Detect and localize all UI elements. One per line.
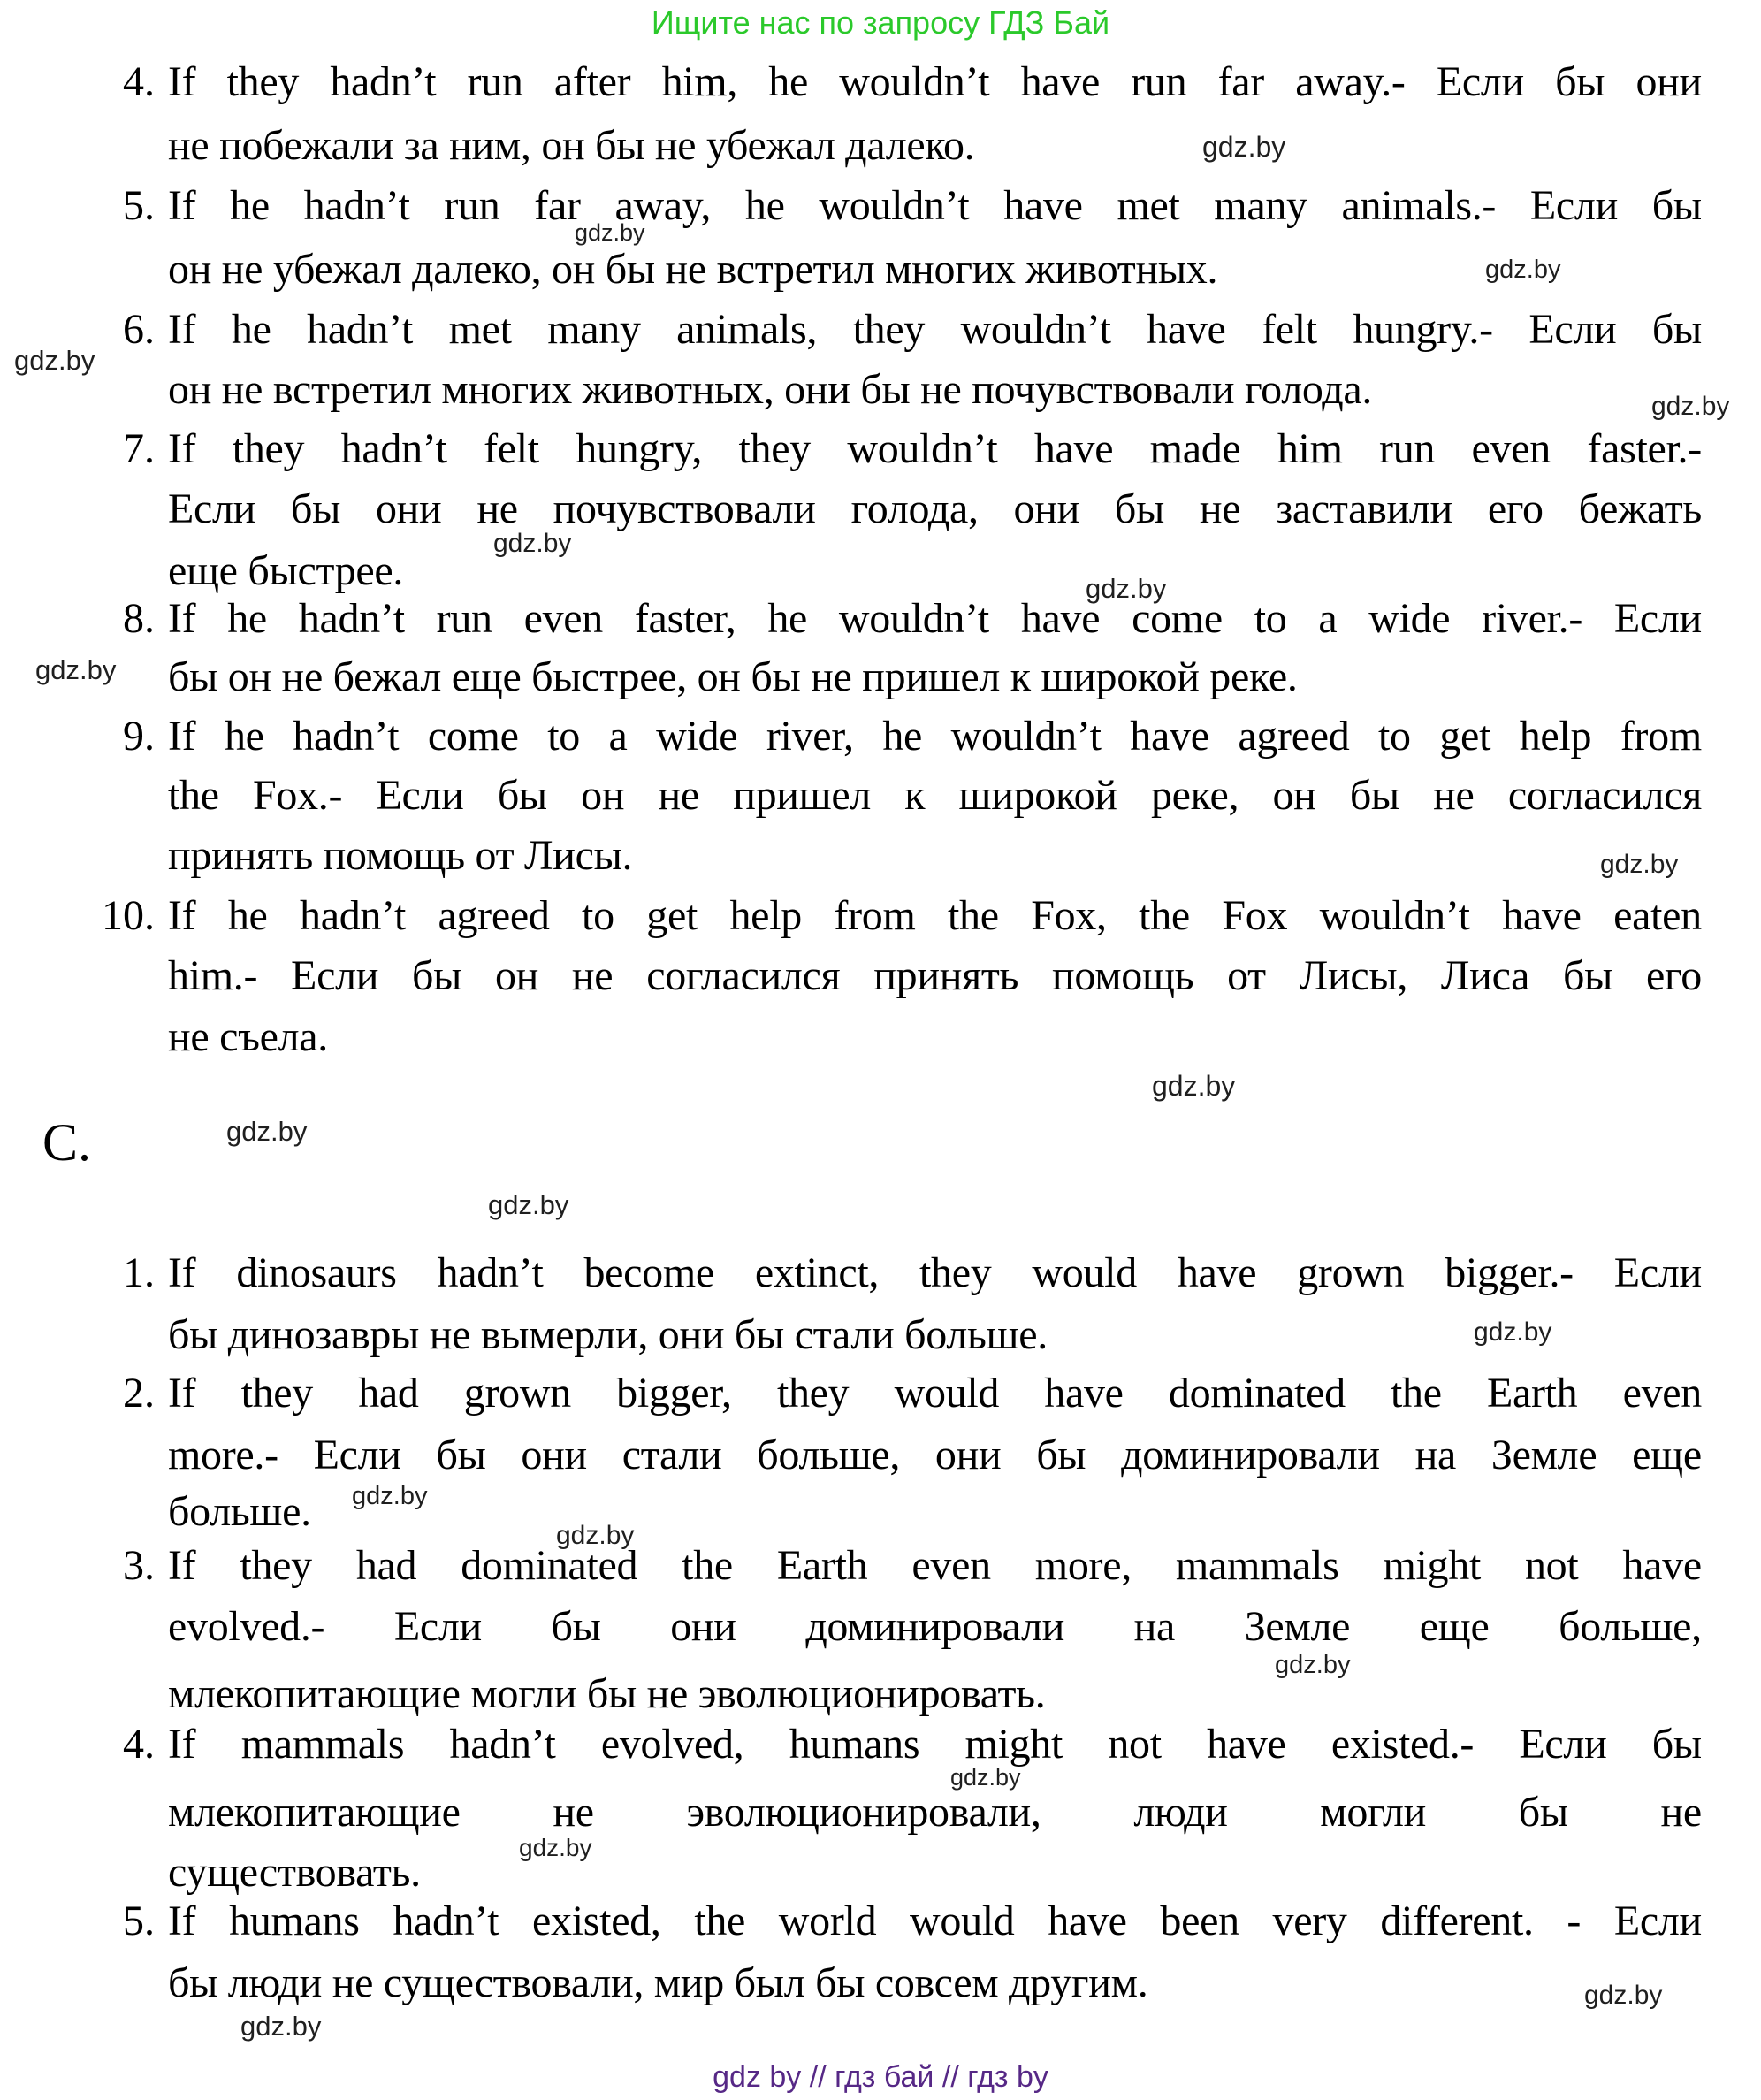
- list-item-number: 7.: [123, 425, 155, 472]
- list-item-number: 3.: [123, 1542, 155, 1589]
- text-line: If dinosaurs hadn’t become extinct, they would have grown bigger.- Если: [168, 1249, 1702, 1296]
- list-item-number: 2.: [123, 1370, 155, 1417]
- list-item-number: 5.: [123, 182, 155, 229]
- gdz-watermark: gdz.by: [1584, 1981, 1663, 2010]
- text-line: принять помощь от Лисы.: [168, 832, 633, 879]
- text-line: бы динозавры не вымерли, они бы стали больше.: [168, 1311, 1048, 1358]
- text-line: не побежали за ним, он бы не убежал далеко.: [168, 122, 975, 169]
- gdz-watermark: gdz.by: [575, 219, 645, 246]
- gdz-watermark: gdz.by: [1474, 1317, 1552, 1347]
- list-item-number: 4.: [123, 58, 155, 105]
- gdz-watermark: gdz.by: [1485, 256, 1561, 284]
- promo-header: Ищите нас по запросу ГДЗ Бай: [651, 4, 1110, 41]
- text-line: млекопитающие не эволюционировали, люди могли бы не: [168, 1789, 1702, 1836]
- text-line: он не встретил многих животных, они бы не почувствовали голода.: [168, 366, 1373, 413]
- list-item-number: 1.: [123, 1249, 155, 1296]
- gdz-watermark: gdz.by: [1152, 1070, 1236, 1102]
- gdz-watermark: gdz.by: [226, 1116, 308, 1147]
- gdz-watermark: gdz.by: [35, 654, 117, 685]
- text-line: If he hadn’t run even faster, he wouldn’t have come to a wide river.- Если: [168, 595, 1702, 642]
- text-line: If they had grown bigger, they would have dominated the Earth even: [168, 1370, 1702, 1417]
- gdz-watermark: gdz.by: [1651, 392, 1730, 421]
- text-line: бы люди не существовали, мир был бы совсем другим.: [168, 1959, 1148, 2006]
- gdz-watermark: gdz.by: [493, 529, 572, 558]
- text-line: If he hadn’t met many animals, they wouldn’t have felt hungry.- Если бы: [168, 306, 1702, 353]
- text-line: If he hadn’t agreed to get help from the Fox, the Fox wouldn’t have eaten: [168, 892, 1702, 939]
- text-line: evolved.- Если бы они доминировали на Земле еще больше,: [168, 1603, 1702, 1650]
- text-line: млекопитающие могли бы не эволюционировать.: [168, 1670, 1046, 1717]
- text-line: Если бы они не почувствовали голода, они бы не заставили его бежать: [168, 485, 1702, 532]
- text-line: существовать.: [168, 1849, 421, 1896]
- gdz-watermark: gdz.by: [14, 345, 95, 376]
- gdz-watermark: gdz.by: [950, 1764, 1021, 1791]
- text-line: him.- Если бы он не согласился принять помощь от Лисы, Лиса бы его: [168, 952, 1702, 999]
- gdz-watermark: gdz.by: [519, 1834, 592, 1861]
- section-c-label: C.: [42, 1113, 92, 1172]
- list-item-number: 9.: [123, 713, 155, 760]
- list-item-number: 8.: [123, 595, 155, 642]
- gdz-watermark: gdz.by: [488, 1189, 569, 1220]
- text-line: не съела.: [168, 1013, 328, 1060]
- gdz-watermark: gdz.by: [1275, 1651, 1351, 1679]
- text-line: the Fox.- Если бы он не пришел к широкой реке, он бы не согласился: [168, 772, 1702, 819]
- gdz-watermark: gdz.by: [1086, 573, 1167, 604]
- text-line: If he hadn’t come to a wide river, he wouldn’t have agreed to get help from: [168, 713, 1702, 760]
- gdz-watermark: gdz.by: [240, 2011, 322, 2042]
- gdz-watermark: gdz.by: [1600, 850, 1679, 879]
- list-item-number: 10.: [102, 892, 155, 939]
- text-line: more.- Если бы они стали больше, они бы доминировали на Земле еще: [168, 1432, 1702, 1478]
- text-line: If they hadn’t felt hungry, they wouldn’t have made him run even faster.-: [168, 425, 1702, 472]
- text-line: If they had dominated the Earth even more, mammals might not have: [168, 1542, 1702, 1589]
- text-line: он не убежал далеко, он бы не встретил многих животных.: [168, 246, 1218, 293]
- list-item-number: 6.: [123, 306, 155, 353]
- gdz-watermark: gdz.by: [1202, 131, 1286, 163]
- text-line: бы он не бежал еще быстрее, он бы не пришел к широкой реке.: [168, 653, 1298, 700]
- footer-links: gdz by // гдз бай // гдз by: [713, 2060, 1048, 2094]
- text-line: больше.: [168, 1488, 311, 1535]
- gdz-watermark: gdz.by: [556, 1521, 635, 1550]
- text-line: If he hadn’t run far away, he wouldn’t have met many animals.- Если бы: [168, 182, 1702, 229]
- gdz-watermark: gdz.by: [352, 1482, 428, 1510]
- list-item-number: 4.: [123, 1721, 155, 1768]
- list-item-number: 5.: [123, 1898, 155, 1944]
- text-line: If they hadn’t run after him, he wouldn’t have run far away.- Если бы они: [168, 58, 1702, 105]
- text-line: If humans hadn’t existed, the world would have been very different. - Если: [168, 1898, 1702, 1944]
- text-line: If mammals hadn’t evolved, humans might not have existed.- Если бы: [168, 1721, 1702, 1768]
- text-line: еще быстрее.: [168, 547, 404, 594]
